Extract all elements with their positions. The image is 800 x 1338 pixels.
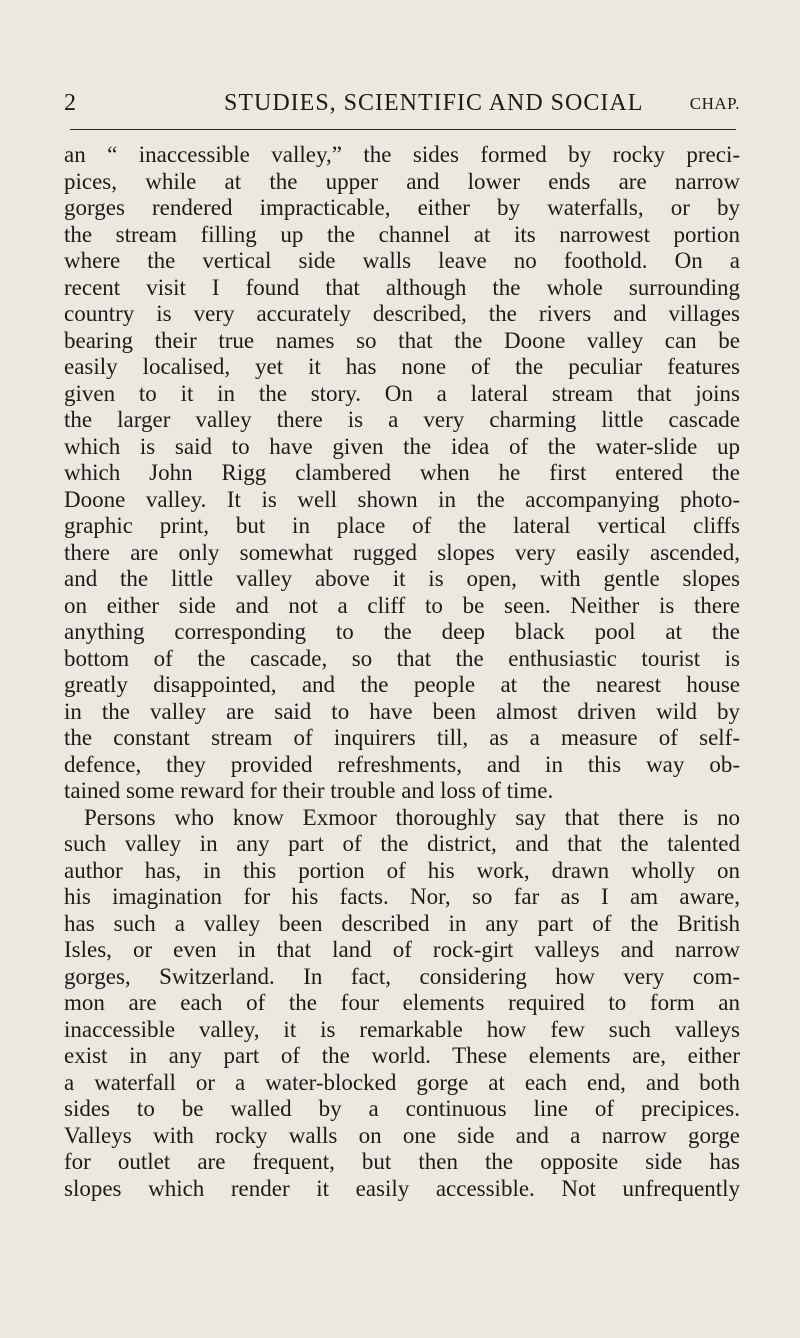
text-line: has such a valley been described in any part of the British — [64, 910, 740, 936]
header-rule — [70, 129, 736, 130]
running-title: STUDIES, SCIENTIFIC AND SOCIAL — [224, 90, 644, 116]
page-number: 2 — [64, 90, 76, 116]
text-line: the stream filling up the channel at its narrowest portion — [64, 221, 740, 247]
text-line: for outlet are frequent, but then the opposite side has — [64, 1149, 740, 1174]
text-line: his imagination for his facts. Nor, so far as I am aware, — [64, 884, 740, 909]
text-line: and the little valley above it is open, with gentle slopes — [64, 566, 740, 591]
running-head — [64, 90, 740, 120]
text-line: the constant stream of inquirers till, as a measure of self- — [64, 725, 740, 750]
text-line: there are only somewhat rugged slopes very easily ascended, — [64, 539, 740, 565]
text-line: which is said to have given the idea of the water-slide up — [64, 433, 740, 459]
text-line: Doone valley. It is well shown in the accompanying photo- — [64, 486, 740, 512]
text-line: mon are each of the four elements required to form an — [64, 990, 740, 1015]
text-line: easily localised, yet it has none of the peculiar features — [64, 354, 740, 379]
text-line: recent visit I found that although the whole surrounding — [64, 274, 740, 300]
text-line: greatly disappointed, and the people at the nearest house — [64, 672, 740, 697]
text-line: country is very accurately described, the rivers and villages — [64, 301, 740, 326]
text-line: anything corresponding to the deep black pool at the — [64, 619, 740, 644]
text-line: bearing their true names so that the Doone valley can be — [64, 327, 740, 353]
text-line: where the vertical side walls leave no foothold. On a — [64, 248, 740, 273]
text-line: author has, in this portion of his work, drawn wholly on — [64, 857, 740, 883]
text-line: Isles, or even in that land of rock-girt valleys and narrow — [64, 937, 740, 962]
text-line: gorges rendered impracticable, either by waterfalls, or by — [64, 195, 740, 220]
text-line: gorges, Switzerland. In fact, considering how very com- — [64, 963, 740, 989]
text-line: graphic print, but in place of the lateral vertical cliffs — [64, 513, 740, 538]
text-line: pices, while at the upper and lower ends are narrow — [64, 168, 740, 194]
text-line: an “ inaccessible valley,” the sides formed by rocky preci- — [64, 142, 740, 167]
text-line: tained some reward for their trouble and loss of time. — [64, 778, 554, 803]
text-line: exist in any part of the world. These elements are, either — [64, 1043, 740, 1068]
text-line: sides to be walled by a continuous line of precipices. — [64, 1096, 740, 1121]
text-line: Persons who know Exmoor thoroughly say that there is no — [84, 804, 740, 830]
text-line: the larger valley there is a very charming little cascade — [64, 407, 740, 432]
text-line: bottom of the cascade, so that the enthusiastic tourist is — [64, 645, 740, 671]
text-line: inaccessible valley, it is remarkable how few such valleys — [64, 1016, 740, 1042]
text-line: Valleys with rocky walls on one side and a narrow gorge — [64, 1122, 740, 1148]
text-line: on either side and not a cliff to be seen. Neither is there — [64, 592, 740, 618]
chapter-label: CHAP. — [689, 94, 740, 113]
text-line: given to it in the story. On a lateral stream that joins — [64, 380, 740, 406]
text-line: defence, they provided refreshments, and in this way ob- — [64, 751, 740, 777]
text-line: in the valley are said to have been almost driven wild by — [64, 698, 740, 724]
text-line: a waterfall or a water-blocked gorge at each end, and both — [64, 1069, 740, 1095]
text-line: slopes which render it easily accessible. Not unfrequently — [64, 1175, 740, 1201]
body-text — [64, 142, 740, 1202]
text-line: which John Rigg clambered when he first entered the — [64, 460, 740, 485]
text-line: such valley in any part of the district, and that the talented — [64, 831, 740, 856]
